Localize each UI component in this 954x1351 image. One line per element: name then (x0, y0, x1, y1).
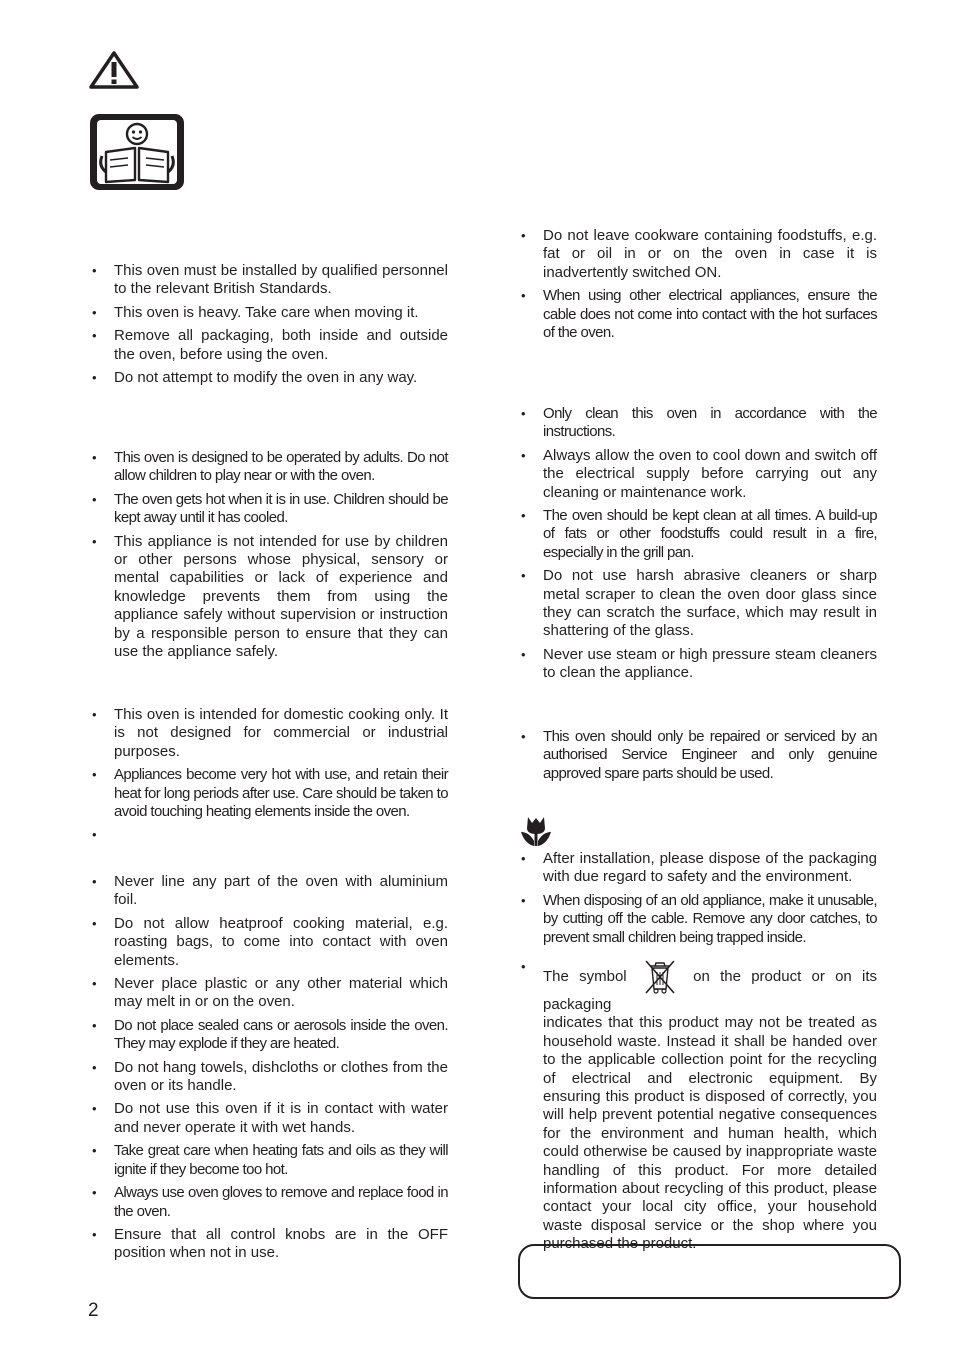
list-item: • Do not use harsh abrasive cleaners or sharp metal scraper to clean the oven door glass since they can scratch the surface, which may result in shattering of the glass. (517, 567, 877, 641)
use-cont-list (517, 227, 877, 347)
empty-note-box (518, 1244, 901, 1299)
weee-text-before: The symbol (543, 967, 627, 985)
warning-triangle-icon (88, 50, 140, 90)
list-item: • Do not allow heatproof cooking material, e.g. roasting bags, to come into contact with oven elements. (88, 915, 448, 970)
list-item: • Never line any part of the oven with aluminium foil. (88, 873, 448, 910)
weee-list (517, 958, 877, 1259)
list-item: • Always allow the oven to cool down and switch off the electrical supply before carrying out any cleaning or maintenance work. (517, 447, 877, 502)
list-item: • Do not attempt to modify the oven in any way. (88, 369, 448, 387)
list-item: • Do not hang towels, dishcloths or clothes from the oven or its handle. (88, 1059, 448, 1096)
installation-list (88, 262, 448, 392)
during-use-more-list (88, 873, 448, 1268)
list-item: • Only clean this oven in accordance with the instructions. (517, 405, 877, 442)
during-use-list (88, 706, 448, 849)
list-item: • Do not leave cookware containing foodstuffs, e.g. fat or oil in or on the oven in case it is inadvertently switched ON. (517, 227, 877, 282)
list-item: • This oven should only be repaired or serviced by an authorised Service Engineer and only genuine approved spare parts should be used. (517, 728, 877, 783)
list-item: • Always use oven gloves to remove and replace food in the oven. (88, 1184, 448, 1221)
list-item: • After installation, please dispose of the packaging with due regard to safety and the environment. (517, 850, 877, 887)
page-number: 2 (88, 1300, 99, 1321)
crossed-bin-icon (641, 958, 679, 996)
list-item: • Take great care when heating fats and oils as they will ignite if they become too hot. (88, 1142, 448, 1179)
list-item: • This oven must be installed by qualified personnel to the relevant British Standards. (88, 262, 448, 299)
service-list (517, 728, 877, 788)
weee-text: indicates that this product may not be treated as household waste. Instead it shall be handed over to the applicable collection point for the recycling of electrical and electronic equipment. By ensuring this product is disposed of correctly, you will help prevent potential negative consequences for the environment and human health, which could otherwise be caused by inappropriate waste handling of this product. For more detailed information about recycling of this product, please contact your local city office, your household waste disposal service or the shop where you purchased the product. (543, 1014, 877, 1253)
eco-flower-icon (519, 814, 553, 848)
child-safety-list (88, 449, 448, 666)
list-item: • This oven is intended for domestic cooking only. It is not designed for commercial or industrial purposes. (88, 706, 448, 761)
list-item: • When using other electrical appliances, ensure the cable does not come into contact with the hot surfaces of the oven. (517, 287, 877, 342)
list-item: • The oven should be kept clean at all times. A build-up of fats or other foodstuffs could result in a fire, especially in the grill pan. (517, 507, 877, 562)
cleaning-list (517, 405, 877, 688)
list-item: • Never place plastic or any other material which may melt in or on the oven. (88, 975, 448, 1012)
list-item: • The oven gets hot when it is in use. Children should be kept away until it has cooled. (88, 491, 448, 528)
weee-text-after: on the product or on its packaging (543, 967, 878, 1013)
list-item: • Appliances become very hot with use, and retain their heat for long periods after use. Care should be taken to avoid touching heating elements inside the oven. (88, 766, 448, 821)
list-item: • Do not use this oven if it is in contact with water and never operate it with wet hands. (88, 1100, 448, 1137)
list-item (88, 826, 448, 844)
read-instructions-icon (88, 112, 186, 192)
list-item: • Remove all packaging, both inside and outside the oven, before using the oven. (88, 327, 448, 364)
environment-list (517, 850, 877, 952)
list-item: • This oven is designed to be operated by adults. Do not allow children to play near or with the oven. (88, 449, 448, 486)
list-item: • This appliance is not intended for use by children or other persons whose physical, sensory or mental capabilities or lack of experience and knowledge prevents them from using the appliance safely without supervision or instruction by a responsible person to ensure that they can use the appliance safely. (88, 533, 448, 662)
list-item: • This oven is heavy. Take care when moving it. (88, 304, 448, 322)
weee-item (517, 958, 877, 1254)
list-item: • When disposing of an old appliance, make it unusable, by cutting off the cable. Remove any door catches, to prevent small children being trapped inside. (517, 892, 877, 947)
list-item: • Ensure that all control knobs are in the OFF position when not in use. (88, 1226, 448, 1263)
list-item: • Do not place sealed cans or aerosols inside the oven. They may explode if they are heated. (88, 1017, 448, 1054)
list-item: • Never use steam or high pressure steam cleaners to clean the appliance. (517, 646, 877, 683)
